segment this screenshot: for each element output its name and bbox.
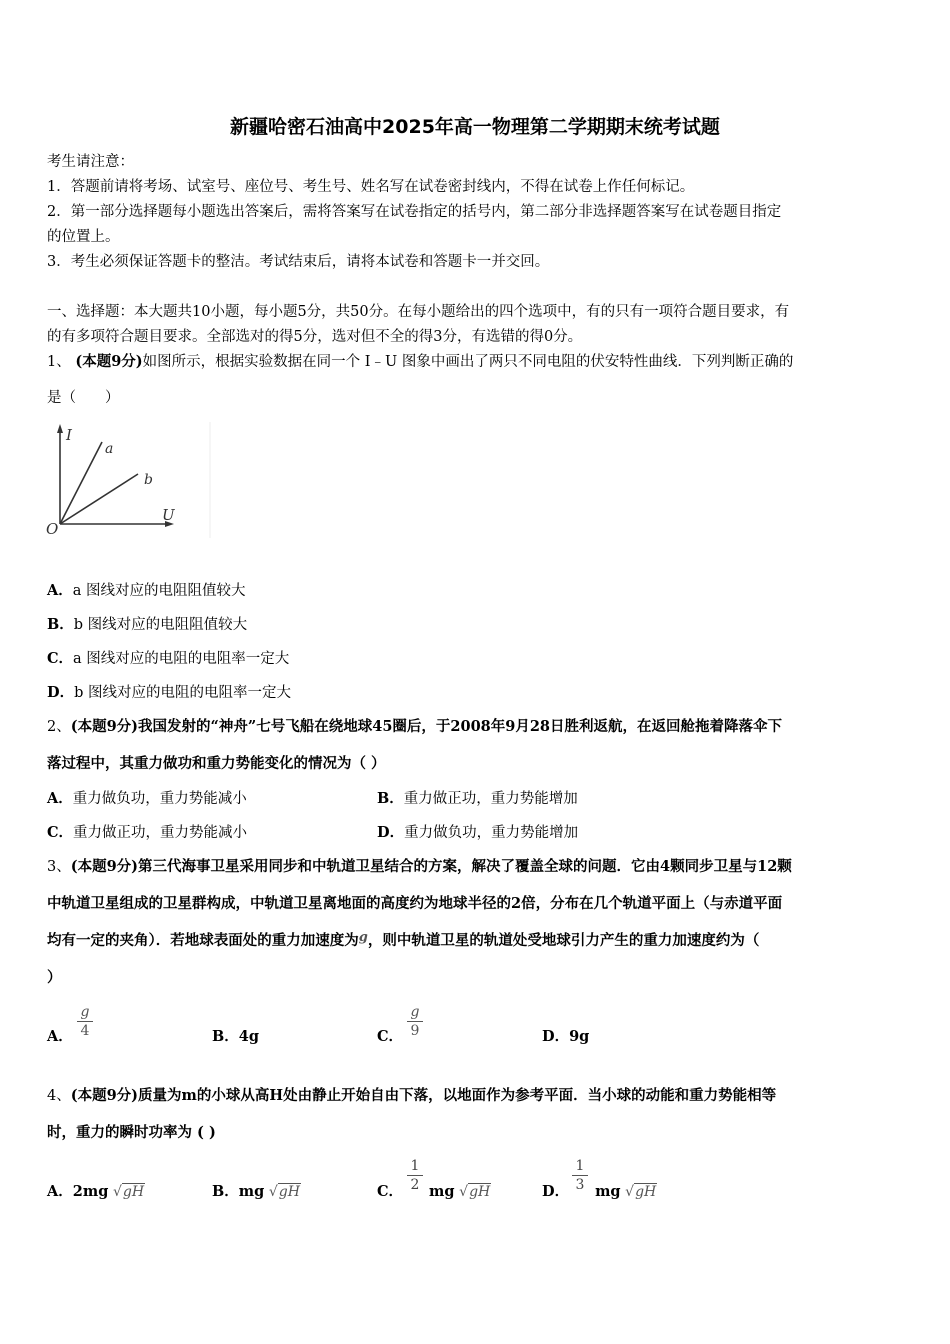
q2-stem-line1: 2、(本题9分)我国发射的“神舟”七号飞船在绕地球45圈后，于2008年9月28日胜利返航，在返回舱拖着降落伞下 bbox=[47, 718, 783, 735]
q3-option-b[interactable]: B．4g bbox=[212, 1028, 259, 1045]
q4-option-d-fraction: 1 3 bbox=[572, 1158, 588, 1193]
notice-item-2: 2．第一部分选择题每小题选出答案后，需将答案写在试卷指定的括号内，第二部分非选择题答案写在试卷题目指定 bbox=[47, 204, 782, 220]
notice-item-2-cont: 的位置上。 bbox=[47, 229, 120, 245]
q4-stem-line1: 4、(本题9分)质量为m的小球从高H处由静止开始自由下落，以地面作为参考平面．当小球的动能和重力势能相等 bbox=[47, 1087, 777, 1104]
q4-option-b[interactable]: B．mg √gH bbox=[212, 1183, 300, 1200]
sqrt-expression: √gH bbox=[268, 1184, 300, 1200]
q2-option-b[interactable]: B．重力做正功，重力势能增加 bbox=[377, 790, 578, 807]
q1-option-c[interactable]: C．a 图线对应的电阻的电阻率一定大 bbox=[47, 650, 290, 667]
y-axis-label: I bbox=[66, 426, 72, 444]
notice-item-3: 3．考生必须保证答题卡的整洁。考试结束后，请将本试卷和答题卡一并交回。 bbox=[47, 254, 550, 270]
q1-score: (本题9分) bbox=[75, 353, 143, 370]
q4-stem-line2: 时，重力的瞬时功率为 ( ) bbox=[47, 1124, 216, 1141]
q3-option-a[interactable]: A． bbox=[47, 1028, 73, 1045]
q1-stem-line2: 是（ ） bbox=[47, 390, 120, 406]
q4-option-c-fraction: 1 2 bbox=[407, 1158, 423, 1193]
q1-option-d[interactable]: D．b 图线对应的电阻的电阻率一定大 bbox=[47, 684, 291, 701]
sqrt-expression: √gH bbox=[112, 1184, 145, 1200]
q1-stem-line1 bbox=[47, 353, 907, 371]
sqrt-expression: √gH bbox=[459, 1184, 491, 1200]
section-intro-line1: 一、选择题：本大题共10小题，每小题5分，共50分。在每小题给出的四个选项中，有的只有一项符合题目要求，有 bbox=[47, 304, 790, 320]
q3-option-c[interactable]: C． bbox=[377, 1028, 404, 1045]
sqrt-expression: √gH bbox=[625, 1184, 657, 1200]
page-title: 新疆哈密石油高中2025年高一物理第二学期期末统考试题 bbox=[230, 116, 720, 138]
q2-option-c[interactable]: C．重力做正功，重力势能减小 bbox=[47, 824, 248, 841]
iu-graph bbox=[42, 420, 214, 540]
line-b-label: b bbox=[144, 472, 153, 488]
notice-item-1: 1．答题前请将考场、试室号、座位号、考生号、姓名写在试卷密封线内，不得在试卷上作任何标记。 bbox=[47, 179, 695, 195]
q3-option-a-fraction: g 4 bbox=[77, 1004, 93, 1039]
q3-stem-line4: ） bbox=[47, 969, 62, 986]
q3-stem-line1: 3、(本题9分)第三代海事卫星采用同步和中轨道卫星结合的方案，解决了覆盖全球的问题．它由4颗同步卫星与12颗 bbox=[47, 858, 792, 875]
q1-text: 如图所示，根据实验数据在同一个 I﹣U 图象中画出了两只不同电阻的伏安特性曲线．下列判断正确的 bbox=[142, 354, 794, 370]
q4-option-d[interactable]: D． mg √gH bbox=[542, 1183, 657, 1200]
q4-option-a[interactable]: A．2mg √gH bbox=[47, 1183, 145, 1200]
q1-option-a[interactable]: A．a 图线对应的电阻阻值较大 bbox=[47, 582, 246, 599]
origin-label: O bbox=[46, 520, 59, 538]
q3-stem-line3: 均有一定的夹角）．若地球表面处的重力加速度为g，则中轨道卫星的轨道处受地球引力产生的重力加速度约为（ bbox=[47, 930, 760, 949]
q3-option-c-fraction: g 9 bbox=[407, 1004, 423, 1039]
q3-stem-line2: 中轨道卫星组成的卫星群构成，中轨道卫星离地面的高度约为地球半径的2倍，分布在几个轨道平面上（与赤道平面 bbox=[47, 895, 783, 912]
notice-header: 考生请注意： bbox=[47, 154, 134, 170]
q1-option-b[interactable]: B．b 图线对应的电阻阻值较大 bbox=[47, 616, 248, 633]
g-symbol: g bbox=[358, 930, 368, 945]
q4-option-c[interactable]: C． mg √gH bbox=[377, 1183, 491, 1200]
x-axis-label: U bbox=[162, 506, 175, 524]
y-axis-arrow bbox=[57, 424, 63, 433]
graph-line-a bbox=[60, 442, 102, 524]
line-a-label: a bbox=[105, 441, 114, 457]
section-intro-line2: 的有多项符合题目要求。全部选对的得5分，选对但不全的得3分，有选错的得0分。 bbox=[47, 329, 583, 345]
q2-stem-line2: 落过程中，其重力做功和重力势能变化的情况为（ ） bbox=[47, 755, 386, 772]
q1-number: 1、 bbox=[47, 354, 71, 370]
q3-option-d[interactable]: D．9g bbox=[542, 1028, 590, 1045]
q2-option-a[interactable]: A．重力做负功，重力势能减小 bbox=[47, 790, 247, 807]
graph-line-b bbox=[60, 474, 138, 524]
q2-option-d[interactable]: D．重力做负功，重力势能增加 bbox=[377, 824, 579, 841]
